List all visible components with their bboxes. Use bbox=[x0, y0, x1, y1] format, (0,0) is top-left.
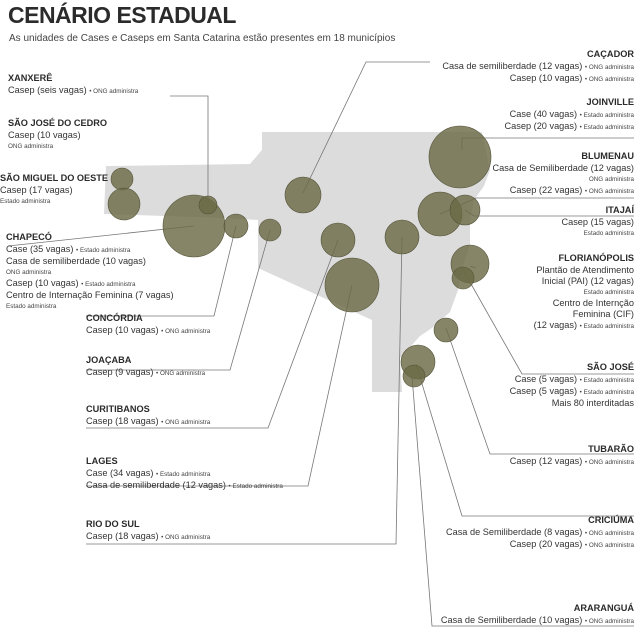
city-sao-jose-do-cedro bbox=[8, 117, 107, 152]
bubble-itajai bbox=[450, 195, 480, 225]
bubble-sao-miguel-do-oeste bbox=[108, 188, 140, 220]
city-name: SÃO JOSÉ bbox=[587, 362, 634, 372]
bubble-lages bbox=[325, 258, 379, 312]
city-name: CRICIÚMA bbox=[588, 515, 634, 525]
city-name: RIO DO SUL bbox=[86, 519, 140, 529]
bubble-tubarao bbox=[434, 318, 458, 342]
city-name: CHAPECÓ bbox=[6, 232, 52, 242]
unit-line: Casep (18 vagas) • ONG administra bbox=[86, 416, 211, 426]
city-criciuma bbox=[446, 514, 634, 551]
city-joinville bbox=[505, 96, 634, 133]
unit-line: Casep (10 vagas) • Estado administra bbox=[6, 278, 136, 288]
admin-label: Estado administra bbox=[583, 289, 634, 296]
unit-line: Casep (15 vagas) bbox=[561, 217, 634, 227]
city-name: SÃO JOSÉ DO CEDRO bbox=[8, 118, 108, 128]
bubble-joinville bbox=[429, 126, 491, 188]
unit-line: Feminina (CIF) bbox=[572, 309, 634, 319]
unit-line: Casep (seis vagas) • ONG administra bbox=[8, 85, 139, 95]
unit-line: Casep (18 vagas) • ONG administra bbox=[86, 531, 211, 541]
unit-line: Casa de Semiliberdade (12 vagas) bbox=[492, 163, 634, 173]
city-sao-jose bbox=[510, 361, 634, 409]
city-ararangua bbox=[441, 602, 634, 627]
unit-line: Case (35 vagas) • Estado administra bbox=[6, 244, 131, 254]
bubble-rio-do-sul bbox=[385, 220, 419, 254]
city-concordia bbox=[86, 312, 210, 337]
admin-label: ONG administra bbox=[8, 143, 54, 150]
city-sao-miguel-do-oeste bbox=[0, 172, 108, 207]
bubble-concordia bbox=[224, 214, 248, 238]
admin-label: Estado administra bbox=[0, 198, 51, 205]
bubble-joacaba bbox=[259, 219, 281, 241]
bubble-cacador bbox=[285, 177, 321, 213]
unit-line: Casep (10 vagas) • ONG administra bbox=[86, 325, 211, 335]
admin-label: Estado administra bbox=[583, 230, 634, 237]
unit-line: Centro de Internção bbox=[552, 298, 634, 308]
city-name: FLORIANÓPOLIS bbox=[558, 253, 634, 263]
city-name: ARARANGUÁ bbox=[573, 603, 634, 613]
unit-line: Casep (22 vagas) • ONG administra bbox=[509, 185, 634, 195]
city-name: ITAJAÍ bbox=[605, 205, 634, 215]
unit-line: Casep (12 vagas) • ONG administra bbox=[509, 456, 634, 466]
city-cacador bbox=[442, 48, 634, 85]
city-curitibanos bbox=[86, 403, 210, 428]
city-name: CONCÓRDIA bbox=[86, 313, 143, 323]
unit-line: Casa de semiliberdade (10 vagas) bbox=[6, 256, 146, 266]
admin-label: ONG administra bbox=[6, 269, 52, 276]
city-name: XANXERÊ bbox=[8, 73, 53, 83]
admin-label: Estado administra bbox=[6, 303, 57, 310]
unit-line: Casep (9 vagas) • ONG administra bbox=[86, 367, 206, 377]
unit-line: Casa de Semiliberdade (10 vagas) • ONG administra bbox=[440, 615, 634, 625]
city-name: CAÇADOR bbox=[587, 49, 634, 59]
city-name: SÃO MIGUEL DO OESTE bbox=[0, 173, 109, 183]
unit-line: Case (40 vagas) • Estado administra bbox=[509, 109, 634, 119]
unit-line: Case (5 vagas) • Estado administra bbox=[514, 374, 634, 384]
city-name: BLUMENAU bbox=[581, 151, 634, 161]
bubble-xanxere bbox=[199, 196, 217, 214]
admin-label: ONG administra bbox=[588, 176, 634, 183]
unit-line: Casep (20 vagas) • Estado administra bbox=[504, 121, 634, 131]
city-joacaba bbox=[86, 354, 205, 379]
city-name: LAGES bbox=[86, 456, 118, 466]
unit-line: Case (34 vagas) • Estado administra bbox=[86, 468, 211, 478]
city-name: CURITIBANOS bbox=[86, 404, 150, 414]
bubble-curitibanos bbox=[321, 223, 355, 257]
city-itajai bbox=[561, 204, 634, 239]
city-lages bbox=[86, 455, 283, 492]
bubble-sao-jose-do-cedro bbox=[111, 168, 133, 190]
page-title: CENÁRIO ESTADUAL bbox=[8, 2, 236, 28]
unit-line: (12 vagas) • Estado administra bbox=[533, 320, 634, 330]
city-name: TUBARÃO bbox=[588, 444, 634, 454]
unit-line: Casa de semiliberdade (12 vagas) • Estado administra bbox=[86, 480, 283, 490]
city-blumenau bbox=[493, 150, 634, 197]
unit-line: Casep (10 vagas) • ONG administra bbox=[509, 73, 634, 83]
city-florianopolis bbox=[534, 252, 634, 332]
unit-line: Casa de semiliberdade (12 vagas) • ONG administra bbox=[442, 61, 634, 71]
page-subtitle: As unidades de Cases e Caseps em Santa Catarina estão presentes em 18 municípios bbox=[9, 33, 396, 44]
unit-line: Casep (17 vagas) bbox=[0, 185, 73, 195]
city-name: JOINVILLE bbox=[586, 97, 634, 107]
bubble-sao-jose bbox=[452, 267, 474, 289]
unit-line: Casep (5 vagas) • Estado administra bbox=[509, 386, 634, 396]
unit-line: Mais 80 interditadas bbox=[551, 398, 634, 408]
line-ararangua bbox=[412, 376, 634, 626]
city-chapeco bbox=[6, 231, 174, 312]
city-xanxere bbox=[8, 72, 138, 97]
unit-line: Centro de Internação Feminina (7 vagas) bbox=[6, 290, 174, 300]
unit-line: Casa de Semiliberdade (8 vagas) • ONG administra bbox=[445, 527, 634, 537]
city-name: JOAÇABA bbox=[86, 355, 132, 365]
bubble-ararangua bbox=[403, 365, 425, 387]
unit-line: Inicial (PAI) (12 vagas) bbox=[541, 276, 634, 286]
unit-line: Casep (20 vagas) • ONG administra bbox=[509, 539, 634, 549]
city-rio-do-sul bbox=[86, 518, 210, 543]
city-tubarao bbox=[510, 443, 634, 468]
unit-line: Plantão de Atendimento bbox=[536, 265, 634, 275]
unit-line: Casep (10 vagas) bbox=[8, 130, 81, 140]
